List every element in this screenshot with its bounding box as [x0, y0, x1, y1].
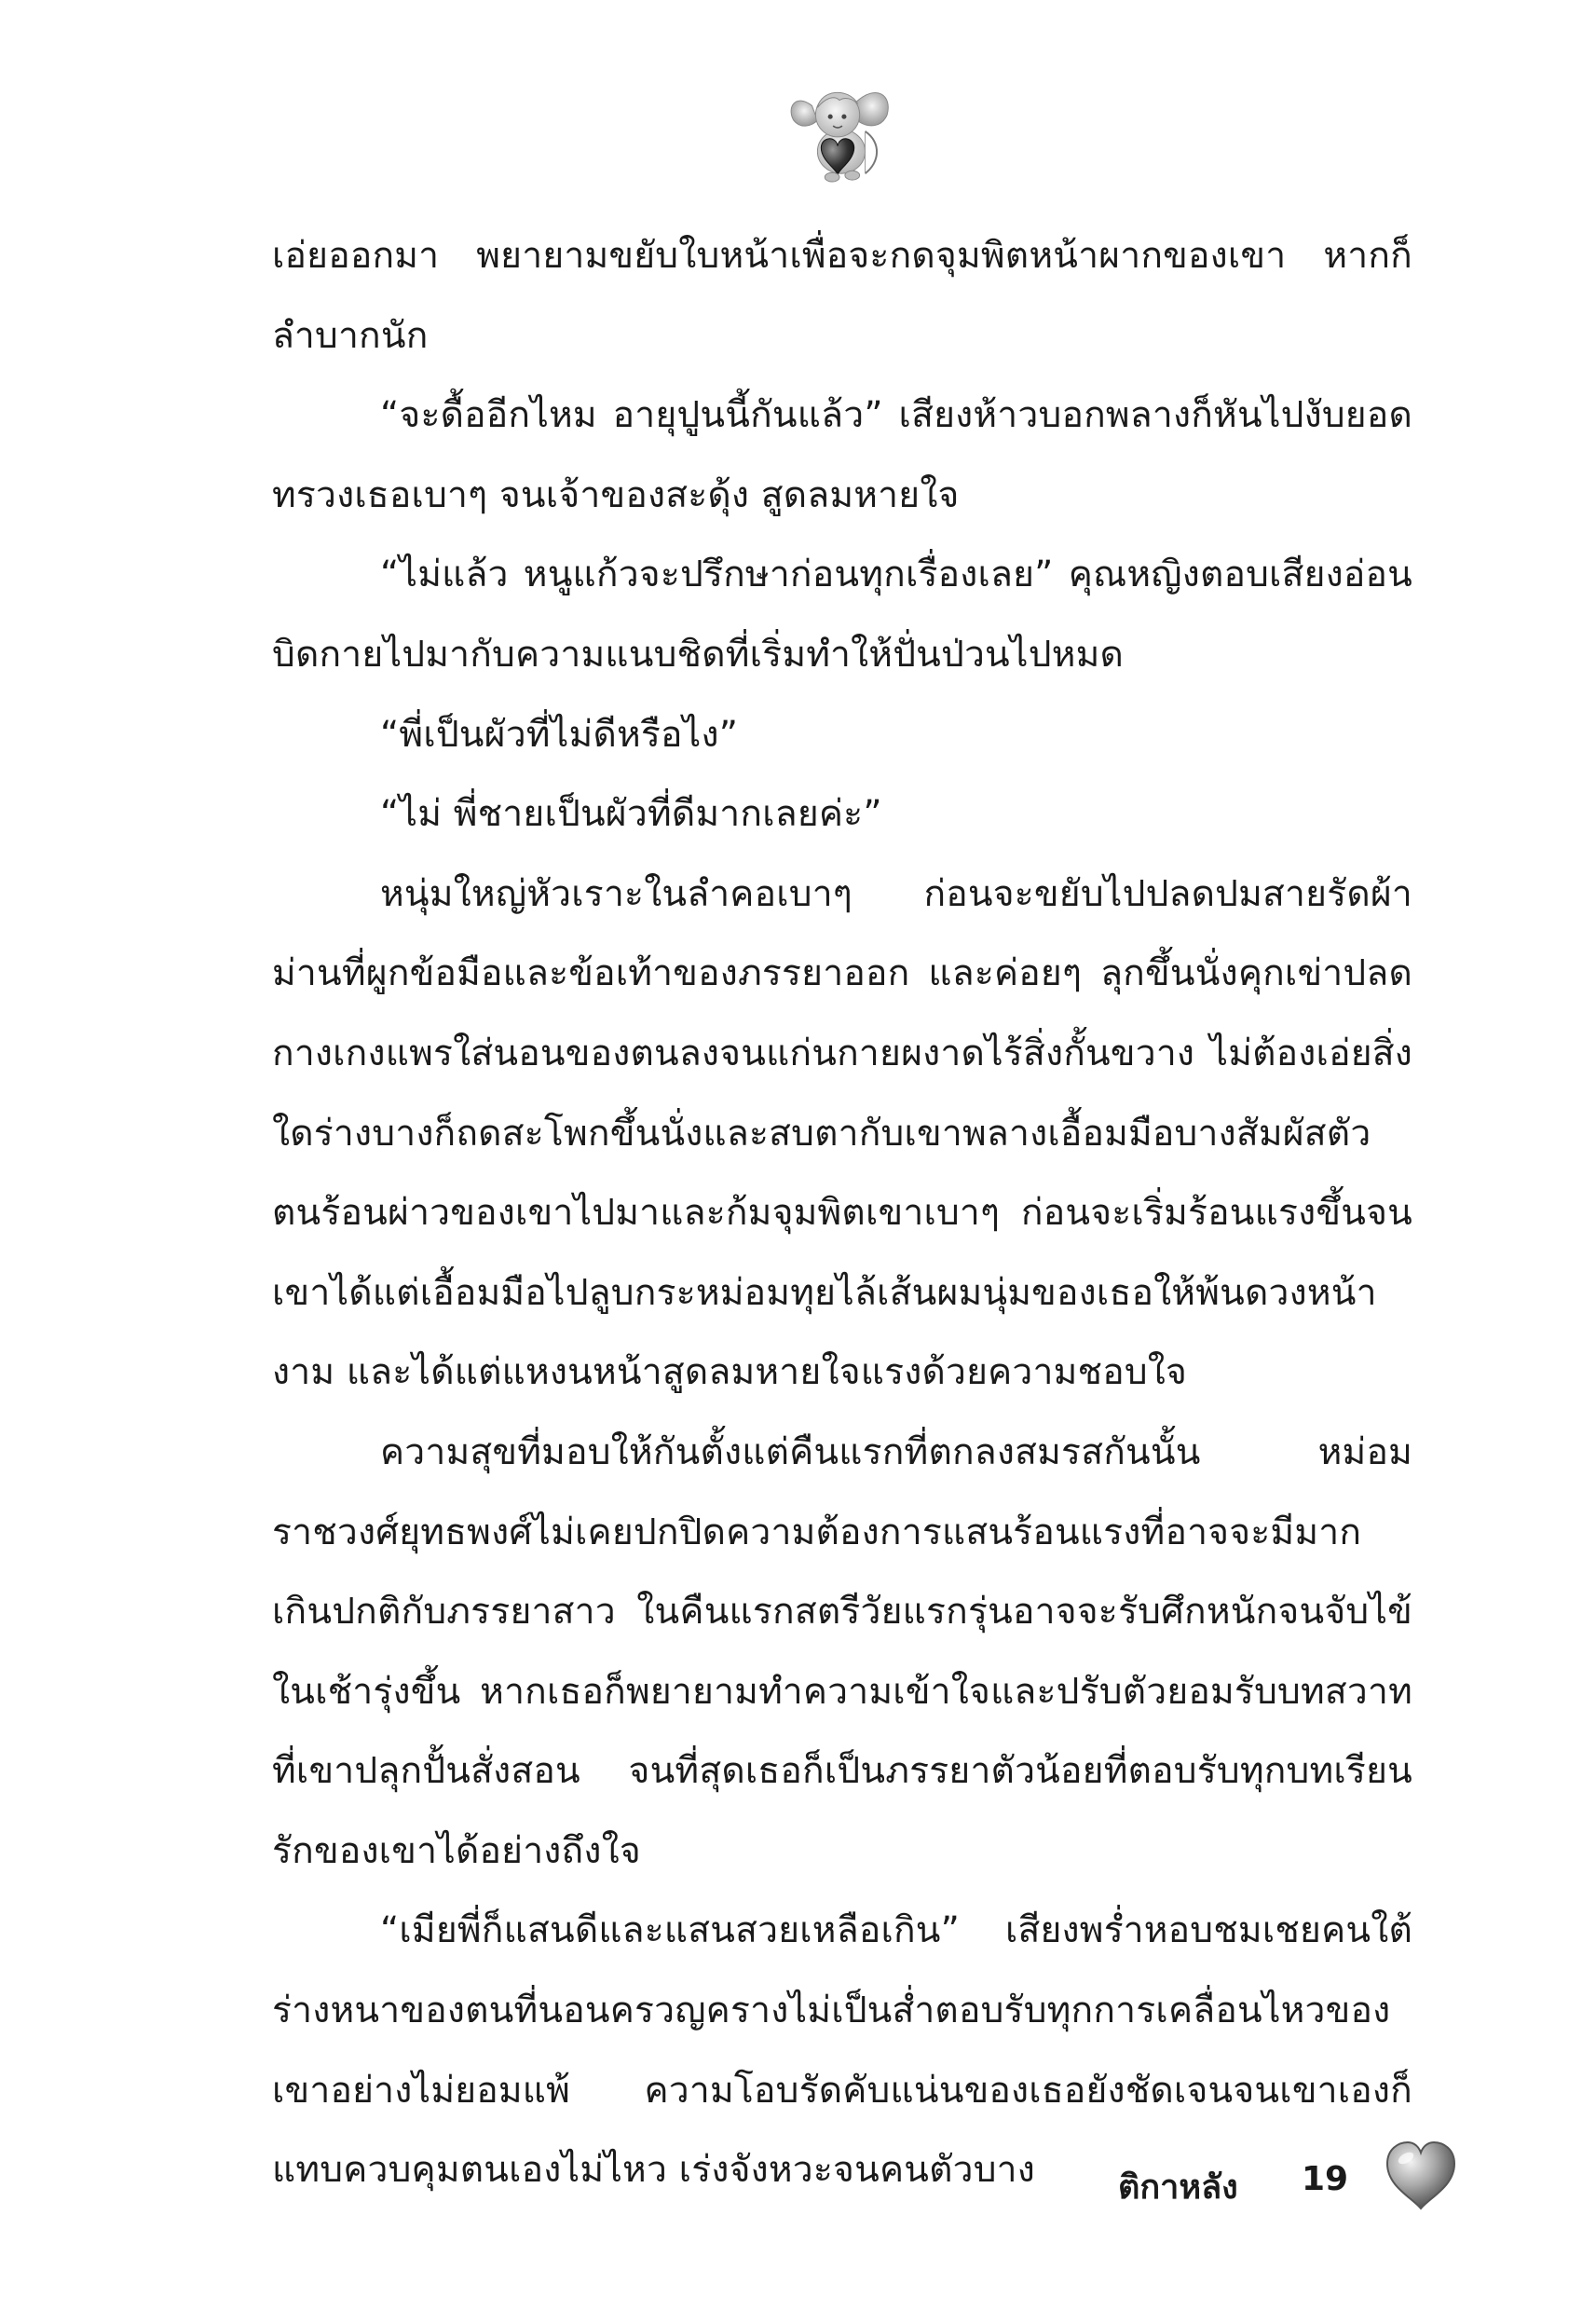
- paragraph: “ไม่แล้ว หนูแก้วจะปรึกษาก่อนทุกเรื่องเลย” คุณหญิงตอบเสียงอ่อน บิดกายไปมากับความแนบชิดที่เริ่มทำให้ปั่นป่วนไปหมด: [272, 554, 1412, 676]
- paragraph: “จะดื้ออีกไหม อายุปูนนี้กันแล้ว” เสียงห้าวบอกพลางก็หันไปงับยอดทรวงเธอเบาๆ จนเจ้าของสะดุ้ง สูดลมหายใจ: [272, 394, 1412, 516]
- chapter-body-text: [272, 216, 1412, 2210]
- paragraph: “พี่เป็นผัวที่ไม่ดีหรือไง”: [380, 713, 739, 756]
- paragraph: หนุ่มใหญ่หัวเราะในลำคอเบาๆ ก่อนจะขยับไปปลดปมสายรัดผ้าม่านที่ผูกข้อมือและข้อเท้าของภรรยาออก และค่อยๆ ลุกขึ้นนั่งคุกเข่าปลดกางเกงแพรใส่นอนของตนลงจนแก่นกายผงาดไร้สิ่งกั้นขวาง ไม่ต้องเอ่ยสิ่งใดร่างบางก็ถดสะโพกขึ้นนั่งและสบตากับเขาพลางเอื้อมมือบางสัมผัสตัวตนร้อนผ่าวของเขาไปมาและก้มจุมพิตเขาเบาๆ ก่อนจะเริ่มร้อนแรงขึ้นจนเขาได้แต่เอื้อมมือไปลูบกระหม่อมทุยไล้เส้นผมนุ่มของเธอให้พ้นดวงหน้างาม และได้แต่แหงนหน้าสูดลมหายใจแรงด้วยความชอบใจ: [272, 872, 1412, 1394]
- paragraph: “ไม่ พี่ชายเป็นผัวที่ดีมากเลยค่ะ”: [380, 793, 882, 836]
- paragraph: เอ่ยออกมา พยายามขยับใบหน้าเพื่อจะกดจุมพิตหน้าผากของเขา หากก็ลำบากนัก: [272, 235, 1412, 357]
- page-footer: [1118, 2140, 1491, 2223]
- page-number: 19: [1302, 2160, 1349, 2198]
- book-title: ติกาหลัง: [1118, 2168, 1238, 2207]
- heart-icon: [1384, 2140, 1458, 2212]
- paragraph: “เมียพี่ก็แสนดีและแสนสวยเหลือเกิน” เสียงพร่ำหอบชมเชยคนใต้ร่างหนาของตนที่นอนครวญครางไม่เป็นส่ำตอบรับทุกการเคลื่อนไหวของเขาอย่างไม่ยอมแพ้ ความโอบรัดคับแน่นของเธอยังชัดเจนจนเขาเองก็แทบควบคุมตนเองไม่ไหว เร่งจังหวะจนคนตัวบาง: [272, 1909, 1412, 2192]
- paragraph: ความสุขที่มอบให้กันตั้งแต่คืนแรกที่ตกลงสมรสกันนั้น หม่อมราชวงศ์ยุทธพงศ์ไม่เคยปกปิดความต้องการแสนร้อนแรงที่อาจจะมีมากเกินปกติกับภรรยาสาว ในคืนแรกสตรีวัยแรกรุ่นอาจจะรับศึกหนักจนจับไข้ในเช้ารุ่งขึ้น หากเธอก็พยายามทำความเข้าใจและปรับตัวยอมรับบทสวาทที่เขาปลุกปั้นสั่งสอน จนที่สุดเธอก็เป็นภรรยาตัวน้อยที่ตอบรับทุกบทเรียนรักของเขาได้อย่างถึงใจ: [272, 1430, 1412, 1872]
- cupid-holding-heart-icon: [784, 75, 894, 185]
